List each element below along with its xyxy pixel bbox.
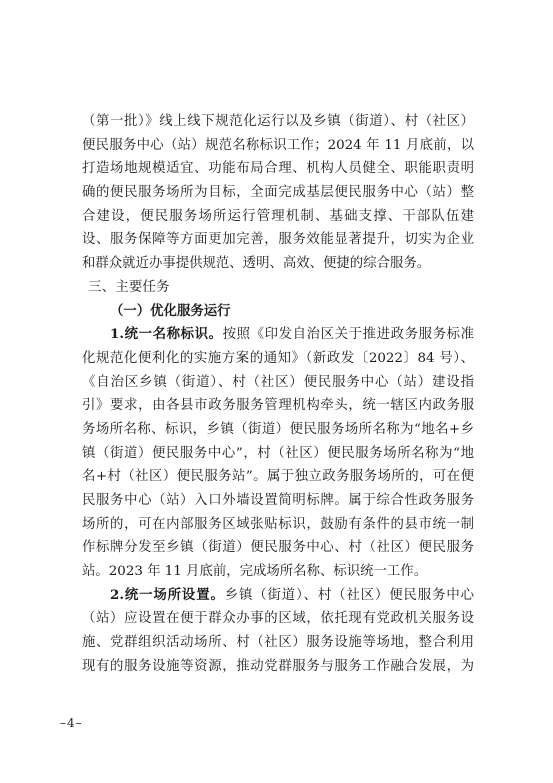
paragraph-line: 名+村（社区）便民服务站”。属于独立政务服务场所的，可在便 (82, 469, 474, 485)
section-heading: 三、主要任务 (88, 278, 170, 295)
paragraph-line: 设、服务保障等方面更加完善，服务效能显著提升，切实为企业 (82, 232, 474, 248)
item-text: 乡镇（街道）、村（社区）便民服务中心 (224, 587, 474, 603)
paragraph-line: 镇（街道）便民服务中心”，村（社区）便民服务场所名称为“地 (82, 445, 474, 461)
paragraph-line: 作标牌分发至乡镇（街道）便民服务中心、村（社区）便民服务 (82, 540, 474, 556)
paragraph-line: 确的便民服务场所为目标，全面完成基层便民服务中心（站）整 (82, 185, 474, 201)
document-body (82, 110, 474, 679)
paragraph-line: 民服务中心（站）入口外墙设置简明标牌。属于综合性政务服务 (82, 493, 474, 508)
paragraph-line: 场所的，可在内部服务区域张贴标识，鼓励有条件的县市统一制 (82, 516, 474, 532)
paragraph-line: 化规范化便利化的实施方案的通知》（新政发〔2022〕84 号）、 (82, 350, 474, 366)
paragraph-line: 现有的服务设施等资源，推动党群服务与服务工作融合发展，为 (82, 658, 474, 674)
paragraph-line: 打造场地规模适宜、功能布局合理、机构人员健全、职能职责明 (82, 161, 474, 177)
paragraph-line: 便民服务中心（站）规范名称标识工作；2024 年 11 月底前，以 (82, 137, 474, 153)
item-title: 2.统一场所设置。 (110, 586, 225, 603)
paragraph-line: 合建设，便民服务场所运行管理机制、基础支撑、干部队伍建 (82, 208, 474, 224)
paragraph-line: （第一批）》线上线下规范化运行以及乡镇（街道）、村（社区） (82, 114, 474, 129)
paragraph-line: 引》要求，由各县市政务服务管理机构牵头，统一辖区内政务服 (82, 398, 474, 414)
paragraph-line: 施、党群组织活动场所、村（社区）服务设施等场地，整合利用 (82, 635, 474, 651)
paragraph-line: 务场所名称、标识，乡镇（街道）便民服务场所名称为“地名+乡 (82, 421, 474, 437)
page-number: –4– (60, 716, 83, 730)
paragraph-line: 站。2023 年 11 月底前，完成场所名称、标识统一工作。 (82, 564, 428, 580)
paragraph-line: 和群众就近办事提供规范、透明、高效、便捷的综合服务。 (82, 256, 431, 272)
item-title: 1.统一名称标识。 (110, 326, 223, 343)
item-first-line (82, 584, 474, 608)
item-text: 按照《印发自治区关于推进政务服务标准 (222, 327, 474, 343)
item-first-line (82, 323, 474, 347)
paragraph-line: 《自治区乡镇（街道）、村（社区）便民服务中心（站）建设指 (82, 374, 474, 390)
paragraph-line: （站）应设置在便于群众办事的区域，依托现有党政机关服务设 (82, 611, 474, 627)
subsection-heading: （一）优化服务运行 (110, 302, 231, 319)
